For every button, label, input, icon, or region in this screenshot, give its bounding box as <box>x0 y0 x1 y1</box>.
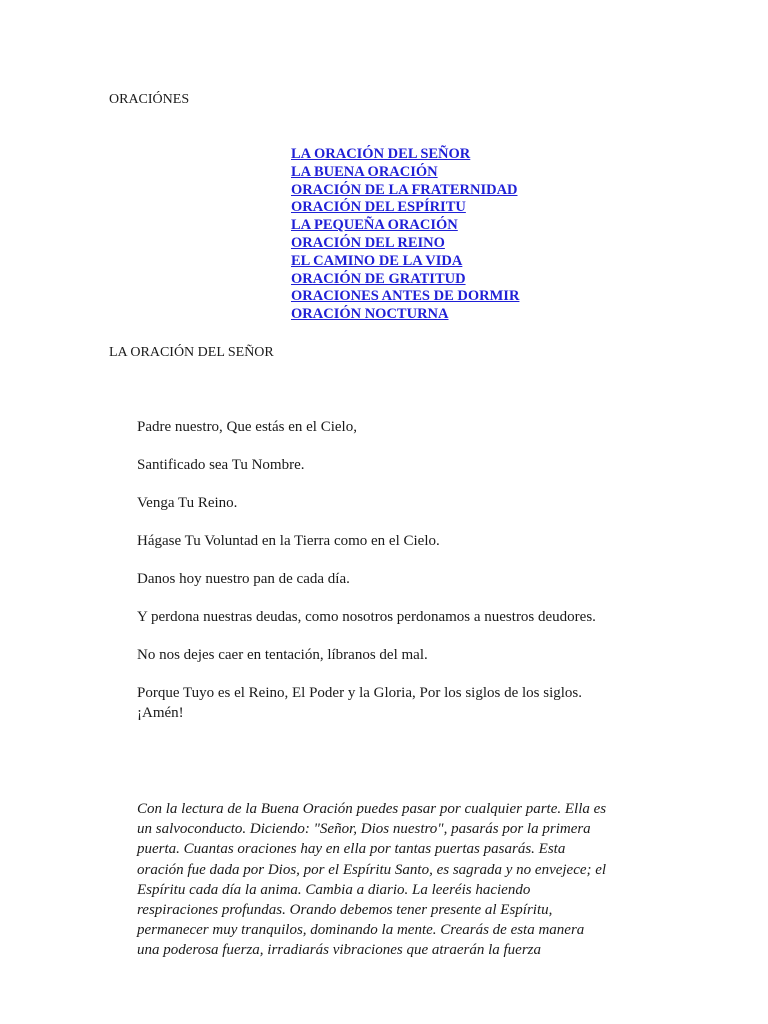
prayer-line: Padre nuestro, Que estás en el Cielo, <box>137 419 357 435</box>
toc-item <box>291 199 519 217</box>
toc-link-reino[interactable]: ORACIÓN DEL REINO <box>291 234 445 251</box>
prayer-line: Y perdona nuestras deudas, como nosotros perdonamos a nuestros deudores. <box>137 609 596 625</box>
toc-item <box>291 288 519 306</box>
toc-link-antes-de-dormir[interactable]: ORACIONES ANTES DE DORMIR <box>291 288 520 305</box>
page-title: ORACIÓNES <box>109 92 190 107</box>
section-heading: LA ORACIÓN DEL SEÑOR <box>109 345 274 360</box>
table-of-contents <box>291 146 519 324</box>
prayer-line: No nos dejes caer en tentación, líbranos del mal. <box>137 647 428 663</box>
toc-link-fraternidad[interactable]: ORACIÓN DE LA FRATERNIDAD <box>291 181 518 198</box>
toc-link-nocturna[interactable]: ORACIÓN NOCTURNA <box>291 306 449 323</box>
toc-item <box>291 253 519 271</box>
toc-item <box>291 164 519 182</box>
toc-link-buena-oracion[interactable]: LA BUENA ORACIÓN <box>291 163 438 180</box>
toc-link-oracion-del-senor[interactable]: LA ORACIÓN DEL SEÑOR <box>291 146 471 162</box>
toc-link-pequena-oracion[interactable]: LA PEQUEÑA ORACIÓN <box>291 217 458 234</box>
toc-item <box>291 235 519 253</box>
toc-item <box>291 271 519 289</box>
toc-item <box>291 217 519 235</box>
prayer-text <box>137 417 617 741</box>
toc-item <box>291 146 519 164</box>
commentary-paragraph: Con la lectura de la Buena Oración puedes pasar por cualquier parte. Ella es un salvoconducto. Diciendo: "Señor, Dios nuestro", pasarás por la primera puerta. Cuantas oraciones hay en ella por tantas puertas pasarás. Esta oración fue dada por Dios, por el Espíritu Santo, es sagrada y no envejece; el Espíritu cada día la anima. Cambia a diario. La leeréis haciendo respiraciones profundas. Orando debemos tener presente al Espíritu, permanecer muy tranquilos, dominando la mente. Crearás de esta manera una poderosa fuerza, irradiarás vibraciones que atraerán la fuerza <box>137 801 607 959</box>
toc-link-camino-de-la-vida[interactable]: EL CAMINO DE LA VIDA <box>291 252 463 269</box>
toc-item <box>291 306 519 324</box>
prayer-line: Hágase Tu Voluntad en la Tierra como en el Cielo. <box>137 533 440 549</box>
toc-link-espiritu[interactable]: ORACIÓN DEL ESPÍRITU <box>291 199 466 216</box>
prayer-line: Santificado sea Tu Nombre. <box>137 457 305 473</box>
prayer-line: Danos hoy nuestro pan de cada día. <box>137 571 350 587</box>
prayer-line: Venga Tu Reino. <box>137 495 238 511</box>
toc-item <box>291 182 519 200</box>
prayer-line: Porque Tuyo es el Reino, El Poder y la Gloria, Por los siglos de los siglos. ¡Amén! <box>137 685 583 721</box>
toc-link-gratitud[interactable]: ORACIÓN DE GRATITUD <box>291 270 466 287</box>
